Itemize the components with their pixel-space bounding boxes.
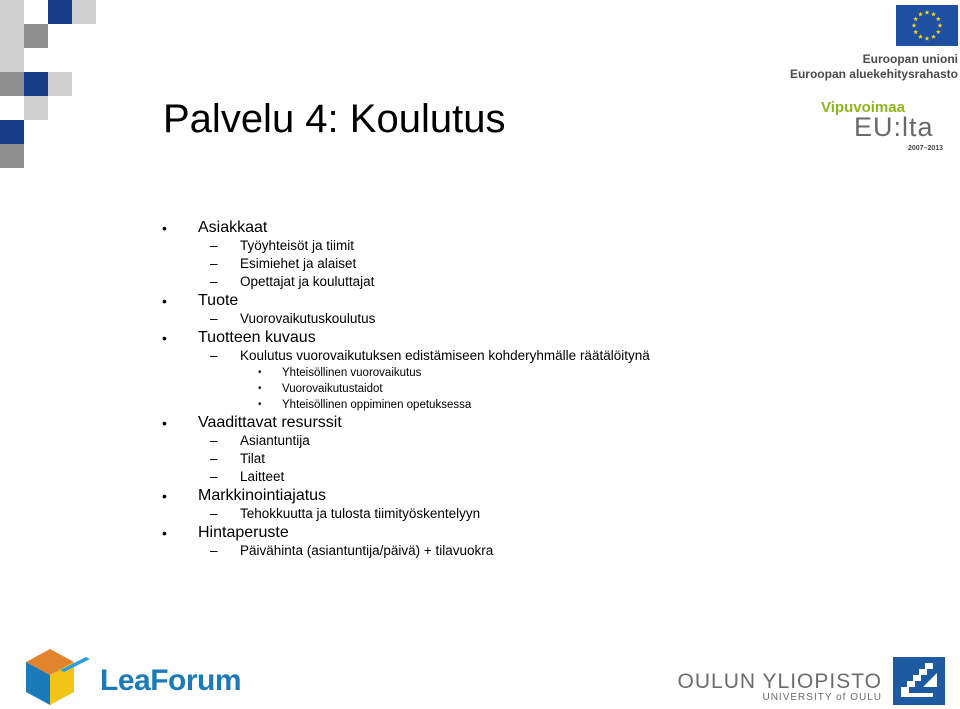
dash-icon: – [210, 451, 218, 466]
bullet-text: Tuotteen kuvaus [198, 329, 316, 346]
sub-bullet-text: Koulutus vuorovaikutuksen edistämiseen kohderyhmälle räätälöitynä [240, 348, 650, 363]
sub-bullet-text: Asiantuntija [240, 433, 310, 448]
bullet-item [162, 291, 722, 310]
sub-sub-bullet-text: Vuorovaikutustaidot [282, 383, 383, 395]
program-years: 2007–2013 [908, 145, 944, 152]
oulu-name-line2: UNIVERSITY of OULU [762, 692, 882, 703]
decor-square [48, 72, 72, 96]
sub-bullet-item [162, 273, 722, 291]
decor-square [48, 0, 72, 24]
bullet-dot-icon: • [162, 488, 167, 504]
bullet-dot-icon: • [258, 399, 262, 410]
vipuvoimaa-text: Vipuvoimaa [821, 99, 905, 116]
dash-icon: – [210, 256, 218, 271]
bullet-item [162, 486, 722, 505]
sub-bullet-item [162, 237, 722, 255]
sub-bullet-item [162, 542, 722, 560]
decor-square [0, 24, 24, 48]
sub-bullet-item [162, 255, 722, 273]
dash-icon: – [210, 543, 218, 558]
bullet-dot-icon: • [162, 293, 167, 309]
cube-icon [20, 646, 94, 708]
sub-bullet-text: Vuorovaikutuskoulutus [240, 311, 376, 326]
dash-icon: – [210, 348, 218, 363]
bullet-item [162, 523, 722, 542]
dash-icon: – [210, 274, 218, 289]
sub-sub-bullet-item [162, 397, 722, 413]
decor-square [0, 48, 24, 72]
bullet-dot-icon: • [162, 330, 167, 346]
leaforum-logo-text: LeaForum [100, 664, 242, 697]
sub-bullet-item [162, 310, 722, 328]
slide-title: Palvelu 4: Koulutus [163, 97, 506, 141]
bullet-dot-icon: • [258, 367, 262, 378]
bullet-dot-icon: • [258, 383, 262, 394]
eu-name-line2: Euroopan aluekehitysrahasto [789, 67, 958, 81]
sub-sub-bullet-text: Yhteisöllinen oppiminen opetuksessa [282, 399, 472, 411]
sub-bullet-item [162, 432, 722, 450]
university-emblem-icon [893, 657, 945, 705]
sub-bullet-text: Tehokkuutta ja tulosta tiimityöskentelyyn [240, 506, 481, 521]
decor-square [24, 72, 48, 96]
sub-bullet-item [162, 347, 722, 365]
dash-icon: – [210, 311, 218, 326]
sub-sub-bullet-item [162, 365, 722, 381]
decor-square [72, 0, 96, 24]
dash-icon: – [210, 469, 218, 484]
eu-flag-icon [896, 5, 958, 46]
decor-square [0, 120, 24, 144]
decor-square [0, 72, 24, 96]
oulu-name-line1: OULUN YLIOPISTO [677, 670, 882, 693]
bullet-text: Tuote [198, 292, 239, 309]
bullet-item [162, 328, 722, 347]
bullet-text: Hintaperuste [198, 524, 289, 541]
sub-bullet-item [162, 468, 722, 486]
sub-sub-bullet-item [162, 381, 722, 397]
sub-bullet-text: Tilat [240, 451, 266, 466]
vipuvoimaa-logo [821, 99, 951, 159]
bullet-dot-icon: • [162, 525, 167, 541]
sub-bullet-text: Esimiehet ja alaiset [240, 256, 357, 271]
eu-lta-text: EU:lta [854, 112, 934, 142]
slide-content [162, 218, 722, 560]
bullet-text: Asiakkaat [198, 219, 268, 236]
bullet-dot-icon: • [162, 415, 167, 431]
dash-icon: – [210, 238, 218, 253]
dash-icon: – [210, 433, 218, 448]
sub-bullet-item [162, 450, 722, 468]
sub-bullet-text: Laitteet [240, 469, 285, 484]
decor-square [24, 24, 48, 48]
bullet-text: Vaadittavat resurssit [198, 414, 342, 431]
eu-name-line1: Euroopan unioni [862, 52, 958, 66]
sub-bullet-text: Työyhteisöt ja tiimit [240, 238, 355, 253]
dash-icon: – [210, 506, 218, 521]
bullet-item [162, 413, 722, 432]
bullet-dot-icon: • [162, 220, 167, 236]
bullet-text: Markkinointiajatus [198, 487, 327, 504]
sub-bullet-item [162, 505, 722, 523]
decor-square [0, 0, 24, 24]
bullet-item [162, 218, 722, 237]
decor-square [0, 144, 24, 168]
sub-bullet-text: Opettajat ja kouluttajat [240, 274, 375, 289]
sub-sub-bullet-text: Yhteisöllinen vuorovaikutus [282, 367, 422, 379]
decor-square [24, 96, 48, 120]
sub-bullet-text: Päivähinta (asiantuntija/päivä) + tilavuokra [240, 543, 494, 558]
